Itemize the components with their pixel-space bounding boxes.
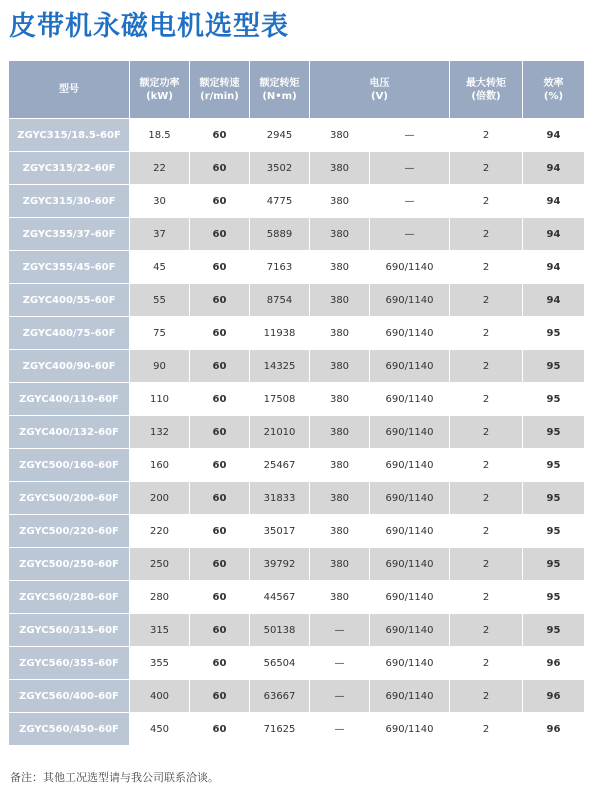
- cell-voltage-low: 380: [310, 482, 370, 515]
- cell-speed: 60: [190, 251, 250, 284]
- table-row: [9, 152, 585, 185]
- cell-max-torque: 2: [450, 317, 523, 350]
- cell-torque: 21010: [250, 416, 310, 449]
- cell-max-torque: 2: [450, 251, 523, 284]
- cell-speed: 60: [190, 449, 250, 482]
- cell-power: 400: [130, 680, 190, 713]
- cell-max-torque: 2: [450, 713, 523, 746]
- cell-power: 30: [130, 185, 190, 218]
- cell-speed: 60: [190, 317, 250, 350]
- cell-speed: 60: [190, 284, 250, 317]
- cell-voltage-low: 380: [310, 449, 370, 482]
- cell-torque: 25467: [250, 449, 310, 482]
- table-row: [9, 350, 585, 383]
- cell-voltage-high: —: [370, 119, 450, 152]
- cell-model: ZGYC560/280-60F: [9, 581, 130, 614]
- cell-model: ZGYC315/30-60F: [9, 185, 130, 218]
- cell-voltage-low: —: [310, 680, 370, 713]
- cell-max-torque: 2: [450, 449, 523, 482]
- cell-model: ZGYC315/22-60F: [9, 152, 130, 185]
- cell-power: 75: [130, 317, 190, 350]
- cell-max-torque: 2: [450, 515, 523, 548]
- cell-voltage-high: 690/1140: [370, 482, 450, 515]
- cell-voltage-low: 380: [310, 350, 370, 383]
- cell-voltage-high: —: [370, 218, 450, 251]
- cell-voltage-low: 380: [310, 218, 370, 251]
- cell-voltage-high: 690/1140: [370, 449, 450, 482]
- cell-torque: 2945: [250, 119, 310, 152]
- cell-speed: 60: [190, 581, 250, 614]
- cell-power: 22: [130, 152, 190, 185]
- header-voltage: 电压 (V): [310, 61, 450, 119]
- cell-torque: 4775: [250, 185, 310, 218]
- cell-speed: 60: [190, 548, 250, 581]
- cell-voltage-low: 380: [310, 317, 370, 350]
- cell-max-torque: 2: [450, 614, 523, 647]
- cell-voltage-high: —: [370, 152, 450, 185]
- cell-model: ZGYC355/45-60F: [9, 251, 130, 284]
- cell-efficiency: 95: [523, 383, 585, 416]
- cell-speed: 60: [190, 482, 250, 515]
- cell-voltage-low: —: [310, 614, 370, 647]
- cell-efficiency: 95: [523, 416, 585, 449]
- cell-max-torque: 2: [450, 218, 523, 251]
- cell-max-torque: 2: [450, 482, 523, 515]
- cell-power: 37: [130, 218, 190, 251]
- cell-model: ZGYC500/220-60F: [9, 515, 130, 548]
- cell-speed: 60: [190, 713, 250, 746]
- cell-voltage-low: 380: [310, 548, 370, 581]
- table-row: [9, 284, 585, 317]
- cell-efficiency: 96: [523, 713, 585, 746]
- cell-model: ZGYC500/200-60F: [9, 482, 130, 515]
- cell-torque: 14325: [250, 350, 310, 383]
- cell-voltage-high: 690/1140: [370, 251, 450, 284]
- table-row: [9, 680, 585, 713]
- cell-voltage-low: 380: [310, 251, 370, 284]
- table-row: [9, 614, 585, 647]
- cell-torque: 71625: [250, 713, 310, 746]
- table-row: [9, 317, 585, 350]
- cell-max-torque: 2: [450, 416, 523, 449]
- cell-max-torque: 2: [450, 680, 523, 713]
- cell-power: 220: [130, 515, 190, 548]
- cell-power: 110: [130, 383, 190, 416]
- cell-speed: 60: [190, 350, 250, 383]
- table-row: [9, 515, 585, 548]
- cell-efficiency: 95: [523, 548, 585, 581]
- cell-torque: 35017: [250, 515, 310, 548]
- table-row: [9, 383, 585, 416]
- cell-torque: 8754: [250, 284, 310, 317]
- cell-speed: 60: [190, 680, 250, 713]
- cell-voltage-low: —: [310, 713, 370, 746]
- header-efficiency: 效率 (%): [523, 61, 585, 119]
- footnote: 备注：其他工况选型请与我公司联系洽谈。: [10, 771, 219, 784]
- motor-selection-table: [8, 60, 585, 746]
- cell-voltage-high: 690/1140: [370, 680, 450, 713]
- cell-speed: 60: [190, 119, 250, 152]
- cell-power: 250: [130, 548, 190, 581]
- cell-voltage-high: 690/1140: [370, 548, 450, 581]
- cell-model: ZGYC560/355-60F: [9, 647, 130, 680]
- cell-voltage-high: 690/1140: [370, 284, 450, 317]
- cell-speed: 60: [190, 515, 250, 548]
- cell-max-torque: 2: [450, 185, 523, 218]
- cell-speed: 60: [190, 185, 250, 218]
- table-row: [9, 581, 585, 614]
- cell-power: 160: [130, 449, 190, 482]
- cell-torque: 17508: [250, 383, 310, 416]
- cell-model: ZGYC560/315-60F: [9, 614, 130, 647]
- table-row: [9, 713, 585, 746]
- cell-speed: 60: [190, 383, 250, 416]
- cell-speed: 60: [190, 218, 250, 251]
- cell-efficiency: 94: [523, 218, 585, 251]
- header-torque: 额定转矩 (N•m): [250, 61, 310, 119]
- cell-torque: 31833: [250, 482, 310, 515]
- cell-max-torque: 2: [450, 647, 523, 680]
- cell-torque: 5889: [250, 218, 310, 251]
- cell-efficiency: 95: [523, 350, 585, 383]
- cell-voltage-high: 690/1140: [370, 713, 450, 746]
- cell-power: 45: [130, 251, 190, 284]
- cell-power: 18.5: [130, 119, 190, 152]
- cell-power: 315: [130, 614, 190, 647]
- cell-max-torque: 2: [450, 548, 523, 581]
- cell-model: ZGYC400/90-60F: [9, 350, 130, 383]
- cell-model: ZGYC315/18.5-60F: [9, 119, 130, 152]
- cell-model: ZGYC400/132-60F: [9, 416, 130, 449]
- cell-model: ZGYC560/400-60F: [9, 680, 130, 713]
- table-row: [9, 482, 585, 515]
- cell-speed: 60: [190, 647, 250, 680]
- cell-efficiency: 94: [523, 284, 585, 317]
- table-header-row: [9, 61, 585, 119]
- cell-efficiency: 96: [523, 680, 585, 713]
- cell-speed: 60: [190, 416, 250, 449]
- cell-efficiency: 94: [523, 185, 585, 218]
- cell-efficiency: 95: [523, 317, 585, 350]
- cell-efficiency: 96: [523, 647, 585, 680]
- cell-torque: 56504: [250, 647, 310, 680]
- table-row: [9, 251, 585, 284]
- cell-torque: 11938: [250, 317, 310, 350]
- cell-max-torque: 2: [450, 383, 523, 416]
- cell-max-torque: 2: [450, 581, 523, 614]
- cell-efficiency: 94: [523, 119, 585, 152]
- cell-voltage-high: 690/1140: [370, 350, 450, 383]
- cell-voltage-high: 690/1140: [370, 647, 450, 680]
- cell-voltage-low: 380: [310, 185, 370, 218]
- cell-max-torque: 2: [450, 119, 523, 152]
- cell-max-torque: 2: [450, 284, 523, 317]
- cell-voltage-low: 380: [310, 581, 370, 614]
- table-row: [9, 119, 585, 152]
- cell-voltage-high: 690/1140: [370, 614, 450, 647]
- cell-power: 355: [130, 647, 190, 680]
- table-row: [9, 647, 585, 680]
- cell-torque: 50138: [250, 614, 310, 647]
- cell-voltage-low: 380: [310, 416, 370, 449]
- cell-voltage-low: 380: [310, 119, 370, 152]
- cell-torque: 44567: [250, 581, 310, 614]
- header-model: 型号: [9, 61, 130, 119]
- cell-power: 200: [130, 482, 190, 515]
- cell-max-torque: 2: [450, 350, 523, 383]
- cell-efficiency: 95: [523, 614, 585, 647]
- table-row: [9, 218, 585, 251]
- cell-power: 280: [130, 581, 190, 614]
- cell-model: ZGYC560/450-60F: [9, 713, 130, 746]
- cell-efficiency: 95: [523, 482, 585, 515]
- table-row: [9, 185, 585, 218]
- cell-speed: 60: [190, 152, 250, 185]
- cell-power: 132: [130, 416, 190, 449]
- cell-voltage-low: 380: [310, 284, 370, 317]
- cell-model: ZGYC400/55-60F: [9, 284, 130, 317]
- cell-efficiency: 94: [523, 152, 585, 185]
- cell-efficiency: 95: [523, 581, 585, 614]
- cell-model: ZGYC355/37-60F: [9, 218, 130, 251]
- cell-voltage-low: 380: [310, 383, 370, 416]
- table-row: [9, 548, 585, 581]
- cell-efficiency: 95: [523, 449, 585, 482]
- cell-voltage-high: 690/1140: [370, 515, 450, 548]
- cell-power: 90: [130, 350, 190, 383]
- cell-torque: 63667: [250, 680, 310, 713]
- cell-voltage-high: 690/1140: [370, 383, 450, 416]
- table-row: [9, 416, 585, 449]
- header-power: 额定功率 (kW): [130, 61, 190, 119]
- page-title: 皮带机永磁电机选型表: [9, 11, 289, 42]
- cell-speed: 60: [190, 614, 250, 647]
- cell-model: ZGYC500/160-60F: [9, 449, 130, 482]
- cell-voltage-low: —: [310, 647, 370, 680]
- cell-torque: 3502: [250, 152, 310, 185]
- cell-model: ZGYC500/250-60F: [9, 548, 130, 581]
- cell-voltage-low: 380: [310, 152, 370, 185]
- cell-torque: 39792: [250, 548, 310, 581]
- header-speed: 额定转速 (r/min): [190, 61, 250, 119]
- cell-voltage-high: 690/1140: [370, 317, 450, 350]
- cell-voltage-high: —: [370, 185, 450, 218]
- cell-max-torque: 2: [450, 152, 523, 185]
- cell-power: 450: [130, 713, 190, 746]
- cell-torque: 7163: [250, 251, 310, 284]
- cell-voltage-high: 690/1140: [370, 581, 450, 614]
- table-row: [9, 449, 585, 482]
- cell-model: ZGYC400/75-60F: [9, 317, 130, 350]
- cell-voltage-high: 690/1140: [370, 416, 450, 449]
- cell-efficiency: 94: [523, 251, 585, 284]
- cell-voltage-low: 380: [310, 515, 370, 548]
- cell-model: ZGYC400/110-60F: [9, 383, 130, 416]
- header-max-torque: 最大转矩 (倍数): [450, 61, 523, 119]
- cell-power: 55: [130, 284, 190, 317]
- cell-efficiency: 95: [523, 515, 585, 548]
